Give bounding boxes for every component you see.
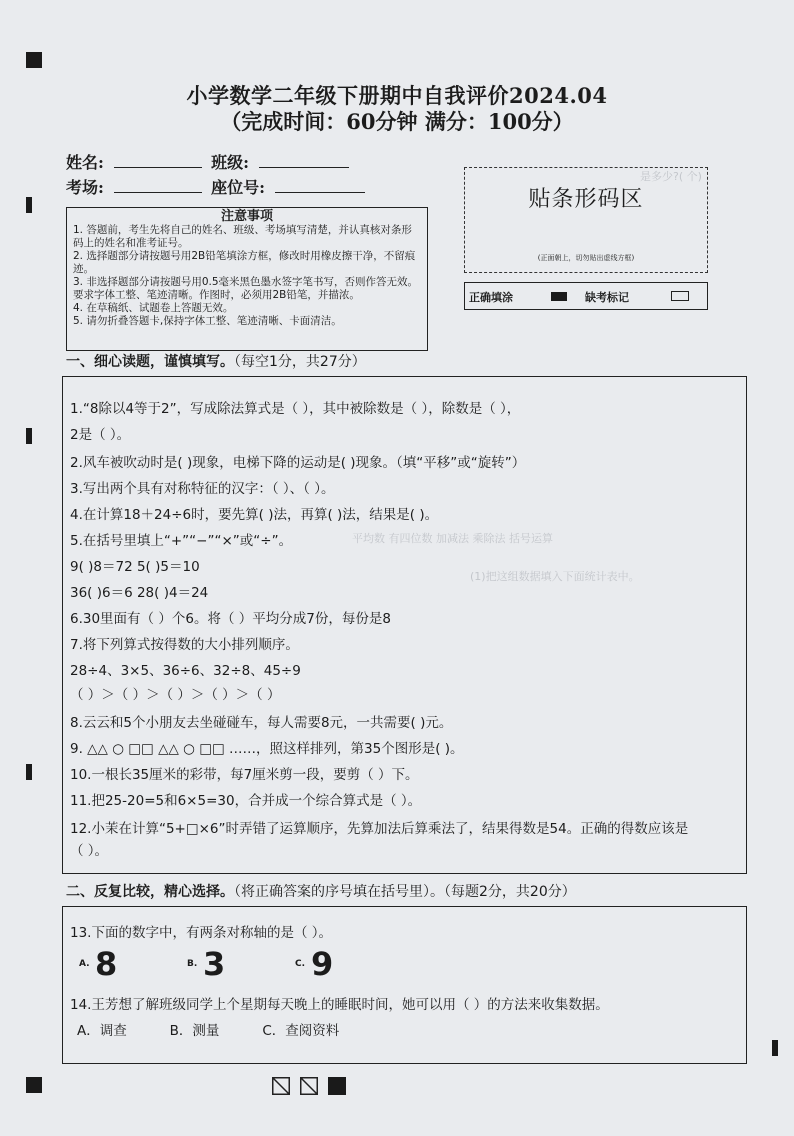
notice-box [66,207,428,351]
question-line: 3.写出两个具有对称特征的汉字：（ ）、（ ）。 [70,481,335,497]
question-line: 10.一根长35厘米的彩带，每7厘米剪一段，要剪（ ）下。 [70,767,419,783]
absent-mark-checkbox[interactable] [671,291,689,301]
question-14: 14.王芳想了解班级同学上个星期每天晚上的睡眠时间，她可以用（ ）的方法来收集数据。 [70,997,609,1013]
registration-mark-left-2 [26,428,32,444]
notice-title: 注意事项 [220,209,273,224]
correct-fill-sample [551,292,567,301]
show-through-text-top: 是多少?( 个) [640,170,702,183]
section1-heading-line [66,351,366,371]
seat-label: 座位号: [211,178,265,197]
question-line: 4.在计算18＋24÷6时，要先算( )法，再算( )法，结果是( )。 [70,507,439,523]
room-label: 考场: [66,178,104,197]
q13-option-a-label: A. [79,959,90,969]
name-label: 姓名: [66,153,104,172]
question-14-options: A．调查 B．测量 C．查阅资料 [77,1023,340,1039]
absent-mark-label: 缺考标记 [585,291,629,304]
show-through-text-mid: (1)把这组数据填入下面统计表中。 [470,570,640,583]
q13-option-a-digit[interactable]: 8 [95,945,118,983]
barcode-label: 贴条形码区 [528,187,644,212]
registration-mark-left-1 [26,197,32,213]
question-line: 12.小茉在计算“5+□×6”时弄错了运算顺序，先算加法后算乘法了，结果得数是54。正确的得数应该是 [70,821,689,837]
q13-option-c-label: C. [295,959,306,969]
section2-box [62,906,747,1064]
question-13: 13.下面的数字中，有两条对称轴的是（ ）。 [70,925,333,941]
fill-legend [464,282,708,310]
seat-field[interactable] [275,179,365,193]
question-line: 9. △△ ○ □□ △△ ○ □□ ……，照这样排列，第35个图形是( )。 [70,741,464,757]
notice-item-1: 1. 答题前，考生先将自己的姓名、班级、考场填写清楚，并认真核对条形码上的姓名和准考证号。 [73,224,412,249]
q13-option-b-digit[interactable]: 3 [203,945,226,983]
registration-mark-top-left [26,52,42,68]
show-through-text-rows: 平均数 有四位数 加减法 乘除法 括号运算 [352,532,553,545]
question-line: 8.云云和5个小朋友去坐碰碰车，每人需要8元，一共需要( )元。 [70,715,453,731]
question-line: 28÷4、3×5、36÷6、32÷8、45÷9 [70,663,301,679]
notice-item-3: 3. 非选择题部分请按题号用0.5毫米黑色墨水签字笔书写，否则作答无效。要求字体工整、笔迹清晰。作图时，必须用2B铅笔，并描浓。 [73,276,419,301]
question-line: （ ）＞（ ）＞（ ）＞（ ）＞（ ） [70,687,281,703]
registration-mark-left-3 [26,764,32,780]
question-line: 2是（ ）。 [70,427,131,443]
question-line: 1.“8除以4等于2”，写成除法算式是（ ），其中被除数是（ ），除数是（ ）， [70,401,521,417]
page-marker-box-1 [272,1077,290,1095]
registration-mark-bottom-left [26,1077,42,1093]
exam-title: 小学数学二年级下册期中自我评价2024.04 [186,83,608,108]
class-field[interactable] [259,154,349,168]
section2-note: （将正确答案的序号填在括号里）。（每题2分，共20分） [234,884,576,900]
barcode-area[interactable] [464,167,708,273]
registration-mark-right [772,1040,778,1056]
notice-item-4: 4. 在草稿纸、试题卷上答题无效。 [73,302,234,314]
exam-subtitle: （完成时间：60分钟 满分：100分） [220,109,574,134]
page-marker-box-filled [328,1077,346,1095]
question-line: 2.风车被吹动时是( )现象，电梯下降的运动是( )现象。（填“平移”或“旋转”） [70,455,526,471]
q13-option-b-label: B. [187,959,198,969]
barcode-hint: (正面朝上，切勿贴出虚线方框) [537,254,635,262]
question-line: 36( )6＝6 28( )4＝24 [70,585,209,601]
room-field[interactable] [114,179,202,193]
q13-option-c-digit[interactable]: 9 [311,945,334,983]
question-line: 5.在括号里填上“+”“−”“×”或“÷”。 [70,533,293,549]
notice-item-5: 5. 请勿折叠答题卡,保持字体工整、笔迹清晰、卡面清洁。 [73,315,342,327]
question-line: 11.把25-20=5和6×5=30，合并成一个综合算式是（ ）。 [70,793,422,809]
section1-note: （每空1分，共27分） [234,354,366,370]
question-line: （ ）。 [70,843,109,859]
section2-heading-line [66,881,576,901]
question-line: 9( )8＝72 5( )5＝10 [70,559,200,575]
section1-heading: 一、细心读题，谨慎填写。 [66,354,234,370]
section2-heading: 二、反复比较，精心选择。 [66,884,234,900]
section1-box [62,376,747,874]
correct-fill-label: 正确填涂 [469,291,513,304]
class-label: 班级: [211,153,249,172]
question-line: 6.30里面有（ ）个6。将（ ）平均分成7份，每份是8 [70,611,391,627]
name-field[interactable] [114,154,202,168]
notice-item-2: 2. 选择题部分请按题号用2B铅笔填涂方框，修改时用橡皮擦干净，不留痕迹。 [73,250,416,275]
question-line: 7.将下列算式按得数的大小排列顺序。 [70,637,299,653]
student-info [66,150,365,198]
page-marker-box-2 [300,1077,318,1095]
